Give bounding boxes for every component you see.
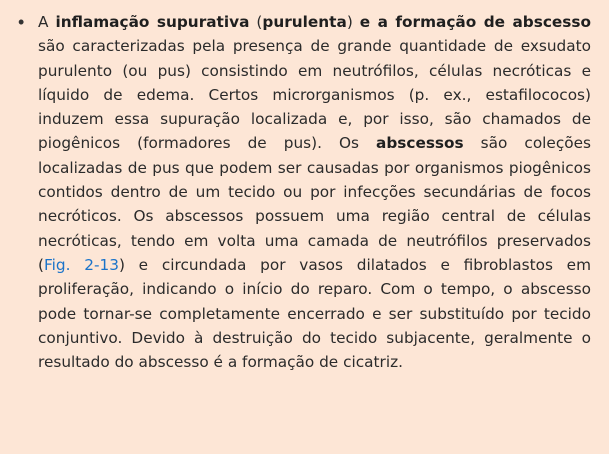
- text-segment: são coleções localizadas de pus que podem ser causadas por organismos piogênicos contidos dentro de um tecido ou por infecções secundárias de focos necróticos. Os abscessos possuem uma região central de células necróticas, tendo em volta uma camada de neutrófilos preservados (: [38, 134, 591, 274]
- bold-term-formacao-abscesso: e a formação de abscesso: [359, 13, 592, 31]
- text-segment: ) e circundada por vasos dilatados e fibroblastos em proliferação, indicando o início do reparo. Com o tempo, o abscesso pode tornar-se completamente encerrado e ser substituído por tecido conjuntivo. Devido à destruição do tecido subjacente, geralmente o resultado do abscesso é a formação de cicatriz.: [38, 255, 591, 372]
- figure-reference-link[interactable]: Fig. 2-13: [43, 255, 119, 274]
- text-segment: ): [346, 13, 360, 31]
- bold-term-purulenta: purulenta: [262, 13, 347, 31]
- bullet-list-item: [16, 10, 591, 374]
- paragraph: [38, 10, 591, 374]
- text-segment: A: [38, 13, 56, 31]
- bold-term-inflamacao-supurativa: inflamação supurativa: [55, 13, 250, 31]
- bullet-marker: •: [18, 12, 25, 32]
- text-segment: (: [249, 13, 263, 31]
- text-segment: são caracterizadas pela presença de grande quantidade de exsudato purulento (ou pus) consistindo em neutrófilos, células necróticas e líquido de edema. Certos microrganismos (p. ex., estafilococos) induzem essa supuração localizada e, por isso, são chamados de piogênicos (formadores de pus). Os: [38, 37, 591, 153]
- bold-term-abscessos: abscessos: [376, 134, 464, 153]
